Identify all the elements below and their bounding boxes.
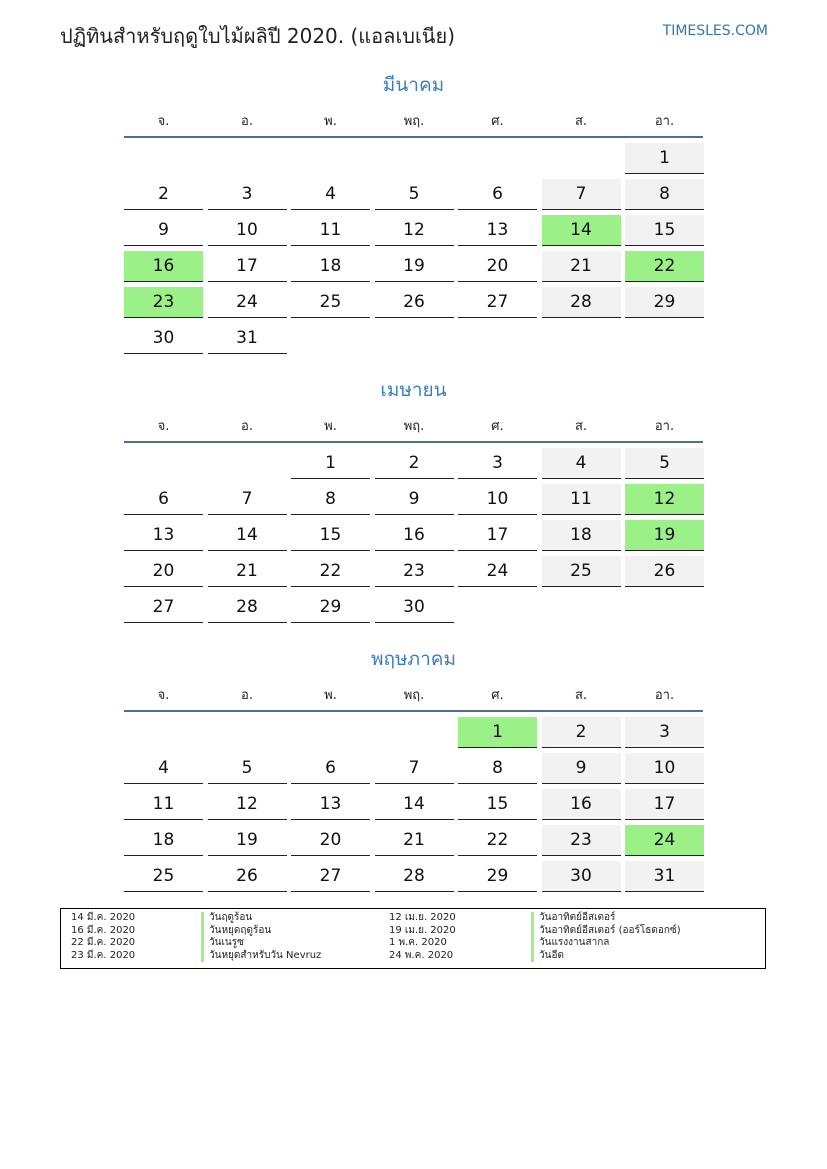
weekday-label: ส. [574,114,588,129]
day-cell: 25 [124,861,203,892]
day-cell: 8 [291,484,370,515]
day-cell: 4 [542,448,621,479]
day-cell: 10 [208,215,287,246]
holiday-day-cell: 14 [542,215,621,246]
day-cell: 28 [375,861,454,892]
weekday-label: ศ. [491,419,504,434]
day-cell: 29 [625,287,704,318]
weekday-label: อา. [654,688,675,703]
holiday-day-cell: 24 [625,825,704,856]
day-cell: 7 [375,753,454,784]
day-cell: 28 [208,592,287,623]
day-cell: 30 [375,592,454,623]
day-cell: 25 [291,287,370,318]
day-cell: 4 [124,753,203,784]
legend-holiday-name: วันแรงงานสากล [531,937,609,950]
day-cell: 26 [625,556,704,587]
day-cell: 24 [458,556,537,587]
day-cell: 20 [124,556,203,587]
day-cell: 20 [291,825,370,856]
day-cell: 29 [291,592,370,623]
day-cell: 30 [124,323,203,354]
day-cell: 15 [625,215,704,246]
day-cell: 6 [124,484,203,515]
day-cell: 3 [625,717,704,748]
weekday-label: พ. [324,688,337,703]
day-cell: 31 [208,323,287,354]
weekday-label: พ. [324,419,337,434]
day-cell: 11 [542,484,621,515]
day-cell: 29 [458,861,537,892]
legend-date: 23 มี.ค. 2020 [71,949,136,961]
day-cell: 1 [625,143,704,174]
day-cell: 7 [542,179,621,210]
day-cell: 30 [542,861,621,892]
holiday-day-cell: 16 [124,251,203,282]
day-cell: 17 [625,789,704,820]
weekday-label: จ. [157,419,170,434]
day-cell: 4 [291,179,370,210]
weekday-label: ศ. [491,114,504,129]
day-cell: 27 [291,861,370,892]
legend-holiday-name: วันหยุดสำหรับวัน Nevruz [201,950,321,963]
day-cell: 6 [458,179,537,210]
day-cell: 15 [291,520,370,551]
legend-holiday-name: วันหยุดฤดูร้อน [201,925,271,938]
site-link[interactable]: TIMESLES.COM [662,23,768,39]
header-divider [124,441,703,443]
holiday-day-cell: 12 [625,484,704,515]
weekday-label: อา. [654,114,675,129]
day-cell: 3 [208,179,287,210]
day-cell: 2 [542,717,621,748]
header-divider [124,136,703,138]
weekday-label: พ. [324,114,337,129]
day-cell: 6 [291,753,370,784]
day-cell: 16 [542,789,621,820]
day-cell: 12 [375,215,454,246]
day-cell: 12 [208,789,287,820]
day-cell: 26 [375,287,454,318]
day-cell: 19 [375,251,454,282]
legend-date: 19 เม.ย. 2020 [389,924,456,936]
day-cell: 5 [208,753,287,784]
legend-holiday-name: วันอีด [531,950,564,963]
day-cell: 8 [625,179,704,210]
legend-holiday-name: วันอาทิตย์อีสเตอร์ (ออร์โธดอกซ์) [531,925,681,938]
day-cell: 27 [458,287,537,318]
holiday-day-cell: 1 [458,717,537,748]
day-cell: 2 [375,448,454,479]
day-cell: 13 [458,215,537,246]
day-cell: 14 [375,789,454,820]
weekday-label: ส. [574,419,588,434]
day-cell: 20 [458,251,537,282]
day-cell: 11 [124,789,203,820]
day-cell: 17 [458,520,537,551]
holiday-day-cell: 22 [625,251,704,282]
day-cell: 18 [124,825,203,856]
day-cell: 28 [542,287,621,318]
weekday-label: อ. [241,419,253,434]
day-cell: 14 [208,520,287,551]
day-cell: 9 [542,753,621,784]
day-cell: 9 [375,484,454,515]
weekday-label: พฤ. [403,688,425,703]
day-cell: 23 [542,825,621,856]
weekday-label: พฤ. [403,114,425,129]
day-cell: 16 [375,520,454,551]
day-cell: 26 [208,861,287,892]
weekday-label: อ. [241,114,253,129]
day-cell: 7 [208,484,287,515]
weekday-header [124,110,703,134]
day-cell: 13 [124,520,203,551]
legend-holiday-name: วันฤดูร้อน [201,912,252,925]
legend-date: 14 มี.ค. 2020 [71,912,136,923]
day-cell: 23 [375,556,454,587]
header-divider [124,710,703,712]
day-cell: 10 [625,753,704,784]
month-title: พฤษภาคม [371,648,456,670]
weekday-label: อ. [241,688,253,703]
legend-date: 22 มี.ค. 2020 [71,937,136,948]
day-cell: 31 [625,861,704,892]
day-cell: 5 [375,179,454,210]
day-cell: 22 [291,556,370,587]
legend-holiday-name: วันอาทิตย์อีสเตอร์ [531,912,615,925]
weekday-header [124,415,703,439]
day-cell: 17 [208,251,287,282]
weekday-label: จ. [157,114,170,129]
day-cell: 25 [542,556,621,587]
day-cell: 11 [291,215,370,246]
holiday-day-cell: 23 [124,287,203,318]
holiday-day-cell: 19 [625,520,704,551]
month-title: เมษายน [380,379,447,401]
weekday-label: ส. [574,688,588,703]
day-cell: 13 [291,789,370,820]
legend-date: 24 พ.ค. 2020 [389,949,454,961]
day-cell: 3 [458,448,537,479]
day-cell: 8 [458,753,537,784]
day-cell: 19 [208,825,287,856]
legend-date: 1 พ.ค. 2020 [389,937,447,948]
day-cell: 5 [625,448,704,479]
day-cell: 21 [208,556,287,587]
day-cell: 18 [291,251,370,282]
day-cell: 15 [458,789,537,820]
day-cell: 18 [542,520,621,551]
day-cell: 10 [458,484,537,515]
day-cell: 9 [124,215,203,246]
day-cell: 22 [458,825,537,856]
month-title: มีนาคม [382,74,445,96]
day-cell: 21 [375,825,454,856]
holiday-legend [60,908,766,969]
weekday-label: จ. [157,688,170,703]
day-cell: 21 [542,251,621,282]
weekday-label: อา. [654,419,675,434]
day-cell: 24 [208,287,287,318]
legend-date: 16 มี.ค. 2020 [71,924,136,936]
day-cell: 1 [291,448,370,479]
day-cell: 2 [124,179,203,210]
legend-date: 12 เม.ย. 2020 [389,912,456,923]
day-cell: 27 [124,592,203,623]
legend-holiday-name: วันเนรูซ [201,937,244,950]
page-title: ปฏิทินสำหรับฤดูใบไม้ผลิปี 2020. (แอลเบเนีย) [60,24,455,48]
weekday-header [124,684,703,708]
weekday-label: พฤ. [403,419,425,434]
weekday-label: ศ. [491,688,504,703]
